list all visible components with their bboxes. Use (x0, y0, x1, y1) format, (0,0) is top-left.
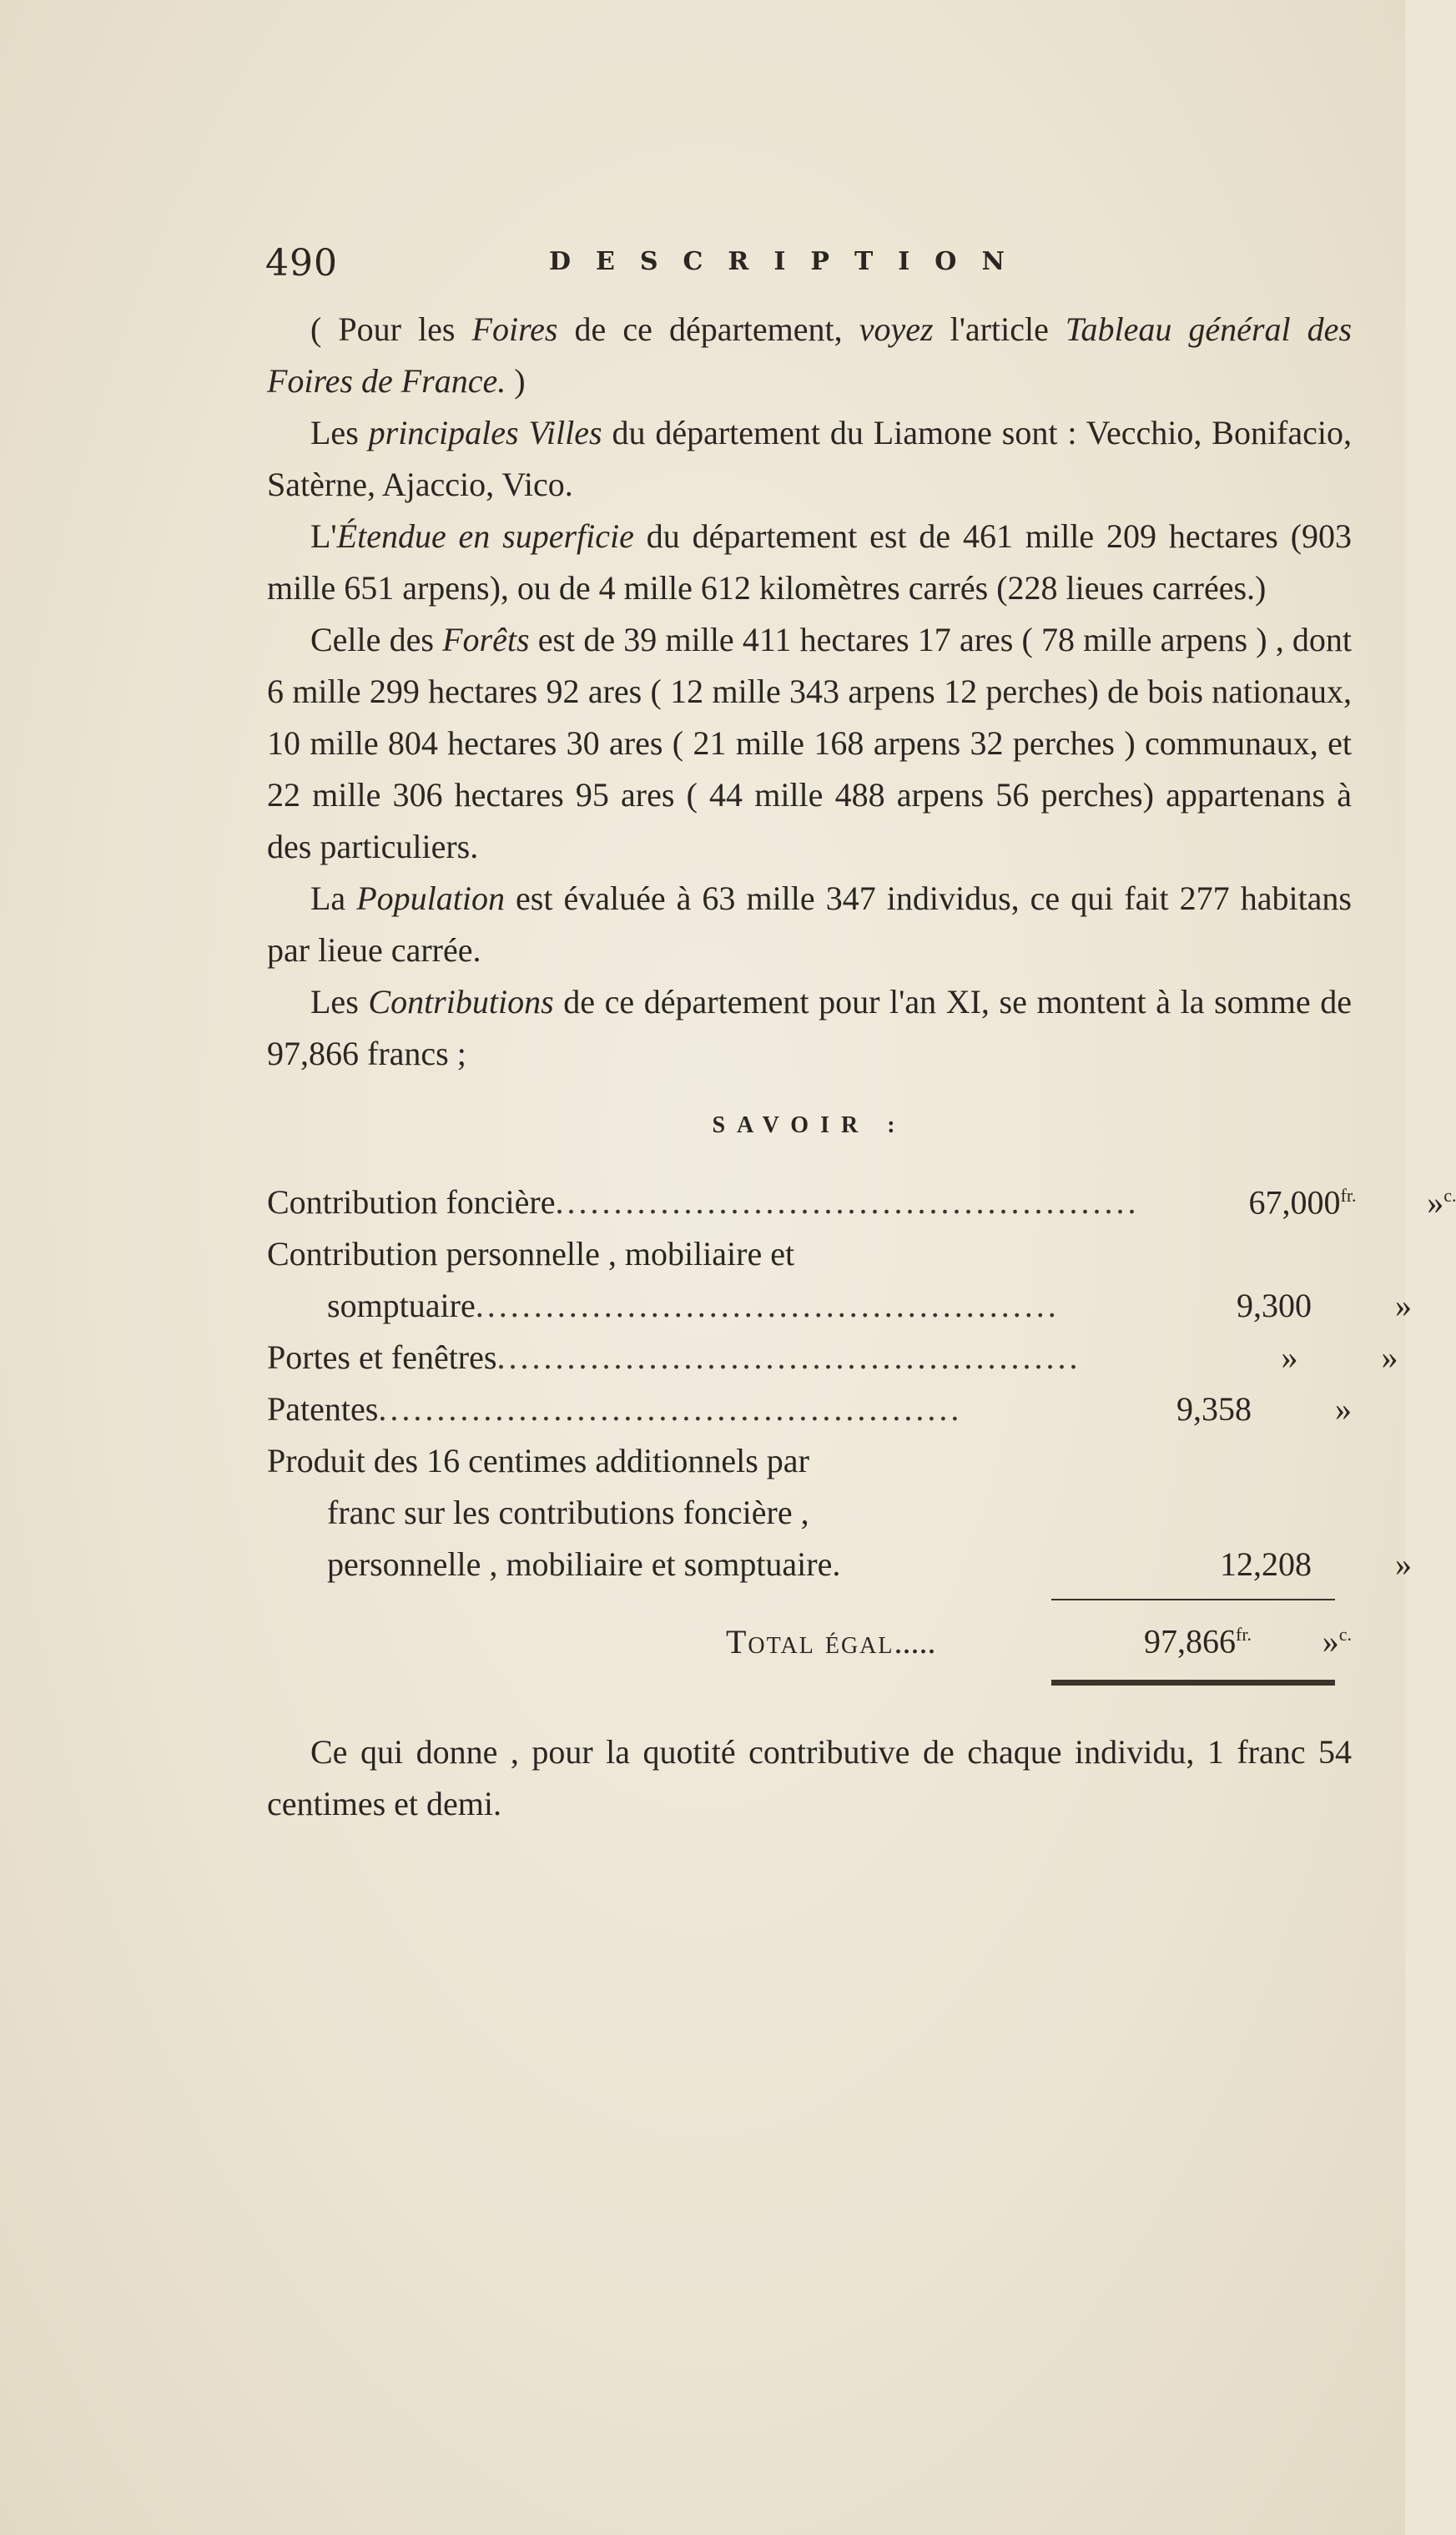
leader-dots: ..... (894, 1622, 936, 1661)
paragraph-villes: Les principales Villes du département du Liamone sont : Vecchio, Bonifacio, Satèrne, Ajaccio, Vico. (267, 414, 1352, 503)
row-amount: 67,000 (1248, 1183, 1341, 1222)
leader-dots: .................................................. (496, 1338, 1081, 1377)
table-row (267, 1435, 1352, 1487)
total-label: Total égal (726, 1622, 894, 1661)
table-row-continued (267, 1539, 1412, 1590)
contributions-table (267, 1170, 1456, 1701)
row-label: Produit des 16 centimes additionnels par (267, 1442, 809, 1480)
row-label-continued: franc sur les contributions foncière , (327, 1494, 809, 1532)
francs-unit: fr. (1340, 1185, 1357, 1206)
row-label-continued: personnelle , mobiliaire et somptuaire. (327, 1545, 841, 1584)
row-label: Contribution personnelle , mobiliaire et (267, 1235, 795, 1273)
page-body (267, 304, 1456, 1830)
row-label-continued: somptuaire (327, 1287, 476, 1325)
row-cents: » (1427, 1183, 1444, 1222)
page-header (265, 242, 1100, 300)
sum-rule-wrapper (267, 1590, 1352, 1609)
table-row (267, 1170, 1456, 1228)
table-row (267, 1228, 1352, 1280)
thick-rule-wrapper (267, 1668, 1352, 1701)
page-number: 490 (265, 242, 338, 285)
leader-dots: .................................................. (555, 1183, 1140, 1222)
paragraph-etendue: L'Étendue en superficie du département est de 461 mille 209 hectares (903 mille 651 arpens), ou de 4 mille 612 kilomètres carrés (228 lieues carrées.) (267, 517, 1353, 607)
total-cents: » (1322, 1622, 1339, 1661)
centimes-unit: c. (1338, 1624, 1352, 1645)
sum-rule (1051, 1599, 1335, 1600)
centimes-unit: c. (1443, 1185, 1456, 1206)
paragraph-forets: Celle des Forêts est de 39 mille 411 hectares 17 ares ( 78 mille arpens ) , dont 6 mille 299 hectares 92 ares ( 12 mille 343 arpens 12 perches) de bois nationaux, 10 mille 804 hectares 30 ares ( 21 mille 168 arpens 32 perches ) communaux, et 22 mille 306 hectares 95 ares ( 44 mille 488 arpens 56 perches) appartenans à des particuliers. (267, 621, 1352, 865)
francs-unit: fr. (1236, 1624, 1252, 1645)
paragraph-foires: ( Pour les Foires de ce département, voyez l'article Tableau général des Foires de France. ) (267, 310, 1353, 400)
row-amount: » (1281, 1338, 1298, 1377)
row-cents: » (1335, 1390, 1352, 1429)
row-label: Portes et fenêtres (267, 1338, 497, 1377)
row-label: Contribution foncière (267, 1183, 556, 1222)
paragraph-contributions: Les Contributions de ce département pour l'an XI, se montent à la somme de 97,866 francs ; (267, 983, 1353, 1072)
paragraph-closing: Ce qui donne , pour la quotité contributive de chaque individu, 1 franc 54 centimes et demi. (267, 1732, 1352, 1822)
total-row (267, 1609, 1352, 1667)
row-amount: 12,208 (1220, 1545, 1312, 1584)
table-row (267, 1332, 1398, 1383)
row-label: Patentes (267, 1390, 379, 1429)
row-cents: » (1395, 1545, 1412, 1584)
table-row (267, 1383, 1352, 1435)
thick-rule (1051, 1680, 1335, 1686)
table-row-continued (267, 1280, 1412, 1332)
running-title: DESCRIPTION (549, 247, 1030, 276)
savoir-heading: SAVOIR : (712, 1112, 907, 1138)
table-row-continued (267, 1487, 1352, 1539)
paragraph-population: La Population est évaluée à 63 mille 347 individus, ce qui fait 277 habitans par lieue carrée. (267, 879, 1352, 969)
total-amount: 97,866 (1144, 1622, 1237, 1661)
leader-dots: .................................................. (475, 1287, 1060, 1325)
row-cents: » (1395, 1287, 1412, 1325)
leader-dots: .................................................. (378, 1390, 963, 1429)
row-amount: 9,358 (1176, 1390, 1252, 1429)
row-amount: 9,300 (1237, 1287, 1312, 1325)
row-cents: » (1381, 1338, 1398, 1377)
